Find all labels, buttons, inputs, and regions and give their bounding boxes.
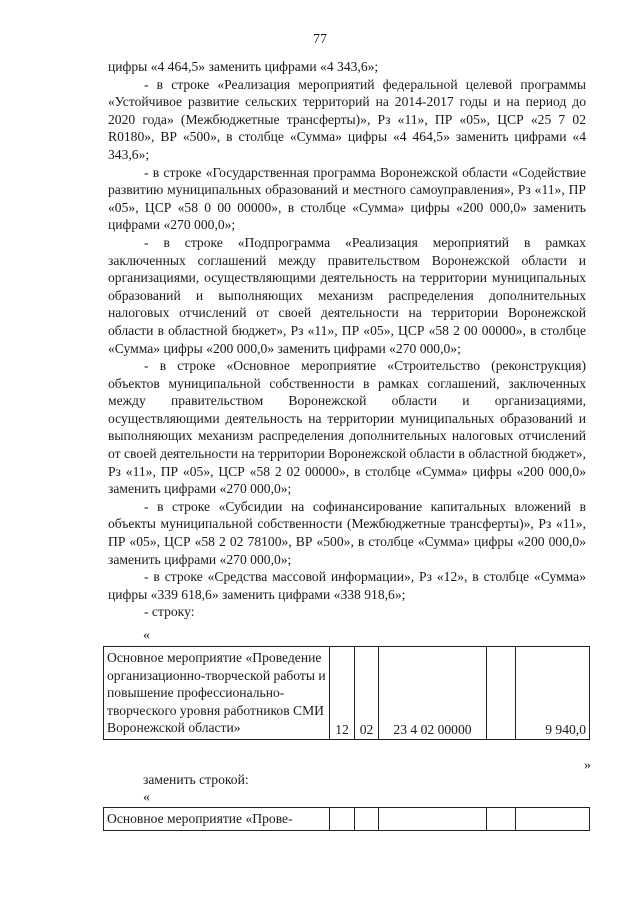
paragraph: - в строке «Средства массовой информации», Рз «12», в столбце «Сумма» цифры «339 618,6» заменить цифрами «338 918,6»; bbox=[108, 569, 586, 602]
table-row bbox=[104, 647, 590, 740]
row-name-cell bbox=[104, 647, 330, 740]
sum-cell bbox=[516, 808, 590, 831]
paragraph: - в строке «Государственная программа Воронежской области «Содействие развитию муниципальных образований и местного самоуправления», Рз «11», ПР «05», ЦСР «58 0 00 00000», в столбце «Сумма» цифры «200 000,0» заменить цифрами «270 000,0»; bbox=[108, 164, 586, 233]
opening-quote: « bbox=[143, 790, 150, 805]
rz-cell bbox=[330, 808, 355, 831]
closing-quote: » bbox=[584, 758, 591, 773]
paragraph: - в строке «Основное мероприятие «Строительство (реконструкция) объектов муниципальной собственности в рамках соглашений, заключенных между правительством Воронежской области и организациями, осуществляющими деятельность на территории муниципальных образований и выполняющих механизм распределения дополнительных налоговых отчислений от своей деятельности на территории Воронежской области в областной бюджет», Рз «11», ПР «05», ЦСР «58 2 02 00000», в столбце «Сумма» цифры «200 000,0» заменить цифрами «270 000,0»; bbox=[108, 358, 586, 497]
replace-label: заменить строкой: bbox=[143, 772, 249, 787]
rz-cell: 12 bbox=[330, 647, 355, 740]
table-row bbox=[104, 808, 590, 831]
opening-quote: « bbox=[143, 628, 150, 643]
replacement-row-table bbox=[103, 807, 590, 831]
paragraph: - в строке «Реализация мероприятий федеральной целевой программы «Устойчивое развитие сельских территорий на 2014-2017 годы и на период до 2020 года» (Межбюджетные трансферты)», Рз «11», ПР «05», ЦСР «25 7 02 R0180», ВР «500», в столбце «Сумма» цифры «4 464,5» заменить цифрами «4 343,6»; bbox=[108, 76, 586, 162]
pr-cell: 02 bbox=[355, 647, 379, 740]
vr-cell bbox=[487, 647, 516, 740]
paragraph: - в строке «Подпрограмма «Реализация мероприятий в рамках заключенных соглашений между правительством Воронежской области и организациями, осуществляющими деятельность на территории муниципальных образований и выполняющих механизм распределения дополнительных налоговых отчислений от своей деятельности на территории Воронежской области в областной бюджет», Рз «11», ПР «05», ЦСР «58 2 00 00000», в столбце «Сумма» цифры «200 000,0» заменить цифрами «270 000,0»; bbox=[108, 234, 586, 356]
row-name: Основное мероприятие «Прове- bbox=[107, 811, 293, 826]
csr-cell bbox=[379, 808, 487, 831]
body-text bbox=[108, 58, 586, 621]
row-name: Основное мероприятие «Проведение организационно-творческой работы и повышение профессионально-творческого уровня работников СМИ Воронежской области» bbox=[107, 650, 326, 736]
paragraph: - в строке «Субсидии на софинансирование капитальных вложений в объекты муниципальной собственности (Межбюджетные трансферты)», Рз «11», ПР «05», ЦСР «58 2 02 78100», ВР «500», в столбце «Сумма» цифры «200 000,0» заменить цифрами «270 000,0»; bbox=[108, 498, 586, 567]
csr-cell: 23 4 02 00000 bbox=[379, 647, 487, 740]
paragraph: цифры «4 464,5» заменить цифрами «4 343,6»; bbox=[108, 59, 379, 74]
page-number: 77 bbox=[313, 32, 327, 47]
vr-cell bbox=[487, 808, 516, 831]
pr-cell bbox=[355, 808, 379, 831]
sum-cell: 9 940,0 bbox=[516, 647, 590, 740]
paragraph: - строку: bbox=[144, 604, 195, 620]
budget-row-table bbox=[103, 646, 590, 740]
row-name-cell bbox=[104, 808, 330, 831]
